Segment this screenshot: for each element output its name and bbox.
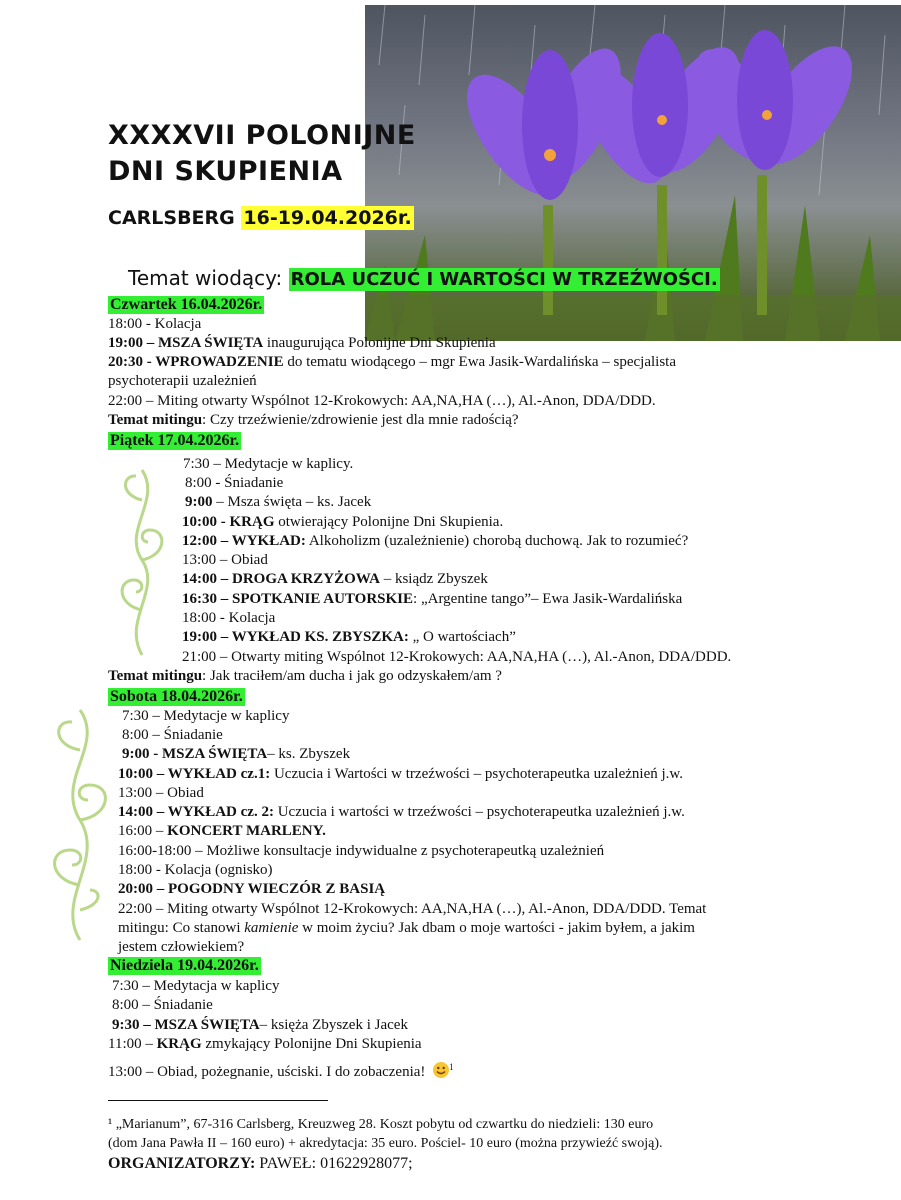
- location-dates: [108, 207, 414, 229]
- schedule-row: 16:30 – SPOTKANIE AUTORSKIE: „Argentine tango”– Ewa Jasik-Wardalińska: [182, 591, 683, 607]
- day-heading-thursday: Czwartek 16.04.2026r.: [110, 296, 263, 313]
- schedule-row: 19:00 – MSZA ŚWIĘTA inaugurująca Polonijne Dni Skupienia: [108, 335, 496, 351]
- schedule-row: 22:00 – Miting otwarty Wspólnot 12-Krokowych: AA,NA,HA (…), Al.-Anon, DDA/DDD.: [108, 393, 656, 409]
- organizers: ORGANIZATORZY: PAWEŁ: 01622928077;: [108, 1155, 413, 1172]
- schedule-row: 7:30 – Medytacje w kaplicy: [122, 708, 290, 724]
- schedule-row: 13:00 – Obiad, pożegnanie, uściski. I do zobaczenia! $^1$: [108, 1062, 454, 1080]
- schedule-row: 18:00 - Kolacja: [108, 316, 202, 332]
- main-theme: [128, 266, 720, 290]
- day-heading-sunday: Niedziela 19.04.2026r.: [110, 957, 259, 974]
- schedule-row: 8:00 - Śniadanie: [185, 475, 284, 491]
- page-title: [108, 118, 416, 190]
- schedule-row: 21:00 – Otwarty miting Wspólnot 12-Krokowych: AA,NA,HA (…), Al.-Anon, DDA/DDD.: [182, 649, 732, 665]
- schedule-row: 12:00 – WYKŁAD: Alkoholizm (uzależnienie) chorobą duchową. Jak to rozumieć?: [182, 533, 689, 549]
- smiley-icon: [433, 1062, 449, 1078]
- event-dates: 16-19.04.2026r.: [243, 207, 412, 229]
- footnote-divider: [108, 1100, 328, 1101]
- title-line-2: DNI SKUPIENIA: [108, 156, 343, 187]
- swirl-ornament-icon: [40, 700, 120, 945]
- schedule-row: 9:30 – MSZA ŚWIĘTA– księża Zbyszek i Jacek: [112, 1017, 408, 1033]
- theme-label: Temat wiodący:: [128, 266, 289, 290]
- day-heading-saturday: Sobota 18.04.2026r.: [110, 688, 243, 705]
- schedule-row: 16:00 – KONCERT MARLENY.: [118, 823, 326, 839]
- schedule-row: Temat mitingu: Czy trzeźwienie/zdrowienie jest dla mnie radością?: [108, 412, 519, 428]
- schedule-row: 16:00-18:00 – Możliwe konsultacje indywidualne z psychoterapeutką uzależnień: [118, 843, 605, 859]
- schedule-row: jestem człowiekiem?: [118, 939, 245, 955]
- schedule-row: 18:00 - Kolacja (ognisko): [118, 862, 273, 878]
- place-name: CARLSBERG: [108, 207, 242, 229]
- schedule-row: mitingu: Co stanowi kamienie w moim życiu? Jak dbam o moje wartości - jakim byłem, a jakim: [118, 920, 695, 936]
- schedule-row: 22:00 – Miting otwarty Wspólnot 12-Krokowych: AA,NA,HA (…), Al.-Anon, DDA/DDD. Temat: [118, 901, 707, 917]
- schedule-row: 10:00 - KRĄG otwierający Polonijne Dni Skupienia.: [182, 514, 504, 530]
- schedule-row: 10:00 – WYKŁAD cz.1: Uczucia i Wartości w trzeźwości – psychoterapeutka uzależnień j.w.: [118, 766, 684, 782]
- schedule-row: 14:00 – WYKŁAD cz. 2: Uczucia i wartości w trzeźwości – psychoterapeutka uzależnień j.w.: [118, 804, 685, 820]
- schedule-row: 11:00 – KRĄG zmykający Polonijne Dni Skupienia: [108, 1036, 422, 1052]
- footnote-text: ¹ „Marianum”, 67-316 Carlsberg, Kreuzweg 28. Koszt pobytu od czwartku do niedzieli: 130 euro: [108, 1117, 654, 1132]
- schedule-row: 9:00 - MSZA ŚWIĘTA– ks. Zbyszek: [122, 746, 351, 762]
- schedule-row: 13:00 – Obiad: [182, 552, 268, 568]
- schedule-row: 8:00 – Śniadanie: [122, 727, 223, 743]
- schedule-row: 13:00 – Obiad: [118, 785, 204, 801]
- day-heading-friday: Piątek 17.04.2026r.: [110, 432, 240, 449]
- title-line-1: XXXXVII POLONIJNE: [108, 120, 416, 151]
- schedule-row: 8:00 – Śniadanie: [112, 997, 213, 1013]
- swirl-ornament-icon: [112, 460, 172, 660]
- schedule-row: psychoterapii uzależnień: [108, 373, 257, 389]
- schedule-row: 18:00 - Kolacja: [182, 610, 276, 626]
- schedule-row: 7:30 – Medytacje w kaplicy.: [183, 456, 354, 472]
- schedule-row: 20:30 - WPROWADZENIE do tematu wiodącego – mgr Ewa Jasik-Wardalińska – specjalista: [108, 354, 677, 370]
- schedule-row: 7:30 – Medytacja w kaplicy: [112, 978, 280, 994]
- schedule-row: 19:00 – WYKŁAD KS. ZBYSZKA: „ O wartościach”: [182, 629, 516, 645]
- footnote-text: (dom Jana Pawła II – 160 euro) + akredytacja: 35 euro. Pościel- 10 euro (można przywieźć swoją).: [108, 1136, 663, 1151]
- schedule-row: 9:00 – Msza święta – ks. Jacek: [185, 494, 372, 510]
- schedule-row: 14:00 – DROGA KRZYŻOWA – ksiądz Zbyszek: [182, 571, 488, 587]
- schedule-row: Temat mitingu: Jak traciłem/am ducha i jak go odzyskałem/am ?: [108, 668, 502, 684]
- theme-value: ROLA UCZUĆ I WARTOŚCI W TRZEŹWOŚCI.: [290, 269, 718, 290]
- schedule-row: 20:00 – POGODNY WIECZÓR Z BASIĄ: [118, 881, 386, 897]
